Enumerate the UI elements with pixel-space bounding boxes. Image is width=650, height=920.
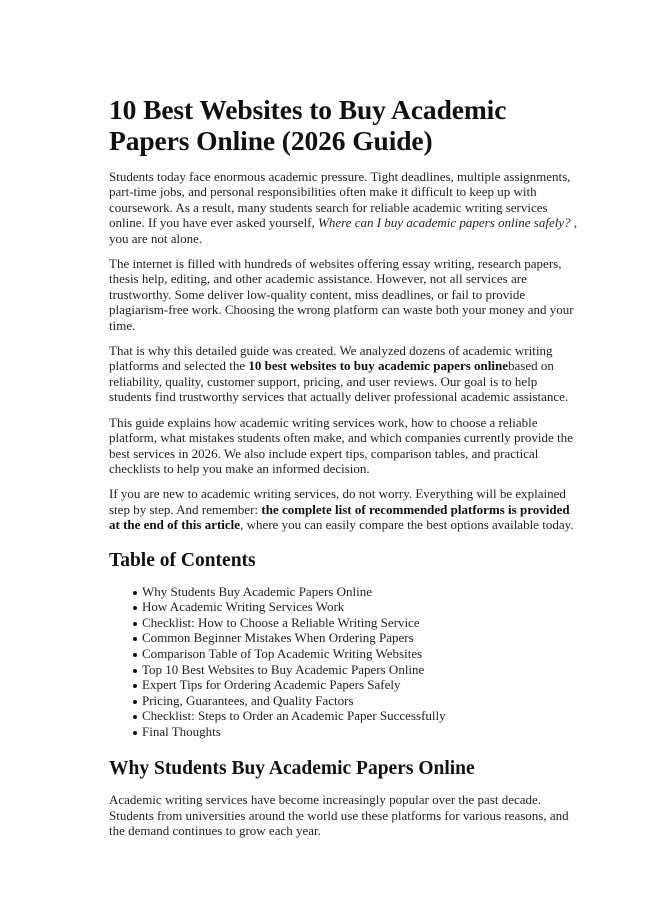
bullet-icon [133, 715, 137, 719]
bullet-icon [133, 684, 137, 688]
table-of-contents [109, 584, 579, 740]
intro-p5-text-end: , where you can easily compare the best options available today. [240, 517, 574, 533]
toc-item [133, 708, 579, 724]
toc-item-label: Common Beginner Mistakes When Ordering Papers [142, 630, 414, 646]
toc-item-label: Final Thoughts [142, 723, 221, 739]
intro-p3-text: That is why this detailed guide was created. We analyzed dozens of academic writing platforms and selected the [109, 343, 553, 374]
bullet-icon [133, 653, 137, 657]
toc-item-label: Why Students Buy Academic Papers Online [142, 583, 372, 599]
toc-item [133, 584, 579, 600]
toc-item [133, 662, 579, 678]
bullet-icon [133, 731, 137, 735]
bullet-icon [133, 622, 137, 626]
toc-item [133, 677, 579, 693]
bullet-icon [133, 637, 137, 641]
toc-item [133, 630, 579, 646]
intro-p1-text: Students today face enormous academic pressure. Tight deadlines, multiple assignments, part-time jobs, and personal responsibilities often make it difficult to keep up with coursework. As a result, many students search for reliable academic writing services online. If you have ever asked yourself, [109, 169, 571, 231]
toc-item-label: Checklist: How to Choose a Reliable Writing Service [142, 614, 420, 630]
intro-paragraph-3 [109, 343, 579, 405]
intro-paragraph-2: The internet is filled with hundreds of websites offering essay writing, research papers, thesis help, editing, and other academic assistance. However, not all services are trustworthy. Some deliver low-quality content, miss deadlines, or fail to provide plagiarism-free work. Choosing the wrong platform can waste both your money and your time. [109, 256, 574, 333]
toc-item [133, 693, 579, 709]
toc-item-label: Top 10 Best Websites to Buy Academic Papers Online [142, 661, 425, 677]
bullet-icon [133, 591, 137, 595]
section-heading-why-students: Why Students Buy Academic Papers Online [109, 758, 475, 780]
toc-item-label: Expert Tips for Ordering Academic Papers Safely [142, 677, 401, 693]
intro-p3-bold-phrase: 10 best websites to buy academic papers online [248, 358, 508, 374]
intro-p5-text: If you are new to academic writing services, do not worry. Everything will be explained step by step. And remember: [109, 486, 566, 517]
toc-item-label: Checklist: Steps to Order an Academic Paper Successfully [142, 708, 446, 724]
document-page [109, 94, 579, 849]
bullet-icon [133, 606, 137, 610]
toc-item-label: Comparison Table of Top Academic Writing Websites [142, 645, 423, 661]
toc-item-label: Pricing, Guarantees, and Quality Factors [142, 692, 354, 708]
intro-p1-text-end: , you are not alone. [109, 215, 578, 246]
page-title: 10 Best Websites to Buy Academic Papers Online (2026 Guide) [109, 94, 507, 156]
bullet-icon [133, 669, 137, 673]
toc-item [133, 599, 579, 615]
intro-paragraph-1 [109, 169, 579, 246]
intro-paragraph-5 [109, 486, 579, 532]
intro-p3-text-end: based on reliability, quality, customer support, pricing, and user reviews. Our goal is to help students find trustworthy services that actually deliver professional academic assistance. [109, 358, 569, 405]
bullet-icon [133, 700, 137, 704]
toc-item [133, 724, 579, 740]
toc-item [133, 646, 579, 662]
intro-p5-bold-phrase: the complete list of recommended platforms is provided at the end of this article [109, 501, 570, 533]
intro-paragraph-4: This guide explains how academic writing services work, how to choose a reliable platform, what mistakes students often make, and which companies currently provide the best services in 2026. We also include expert tips, comparison tables, and practical checklists to help you make an informed decision. [109, 414, 573, 476]
intro-p1-italic-question: Where can I buy academic papers online safely? [318, 215, 571, 231]
toc-item [133, 615, 579, 631]
toc-item-label: How Academic Writing Services Work [142, 599, 345, 615]
toc-heading: Table of Contents [109, 549, 256, 571]
section-why-paragraph-1: Academic writing services have become increasingly popular over the past decade. Students from universities around the world use these platforms for various reasons, and the demand continues to grow each year. [109, 792, 569, 839]
